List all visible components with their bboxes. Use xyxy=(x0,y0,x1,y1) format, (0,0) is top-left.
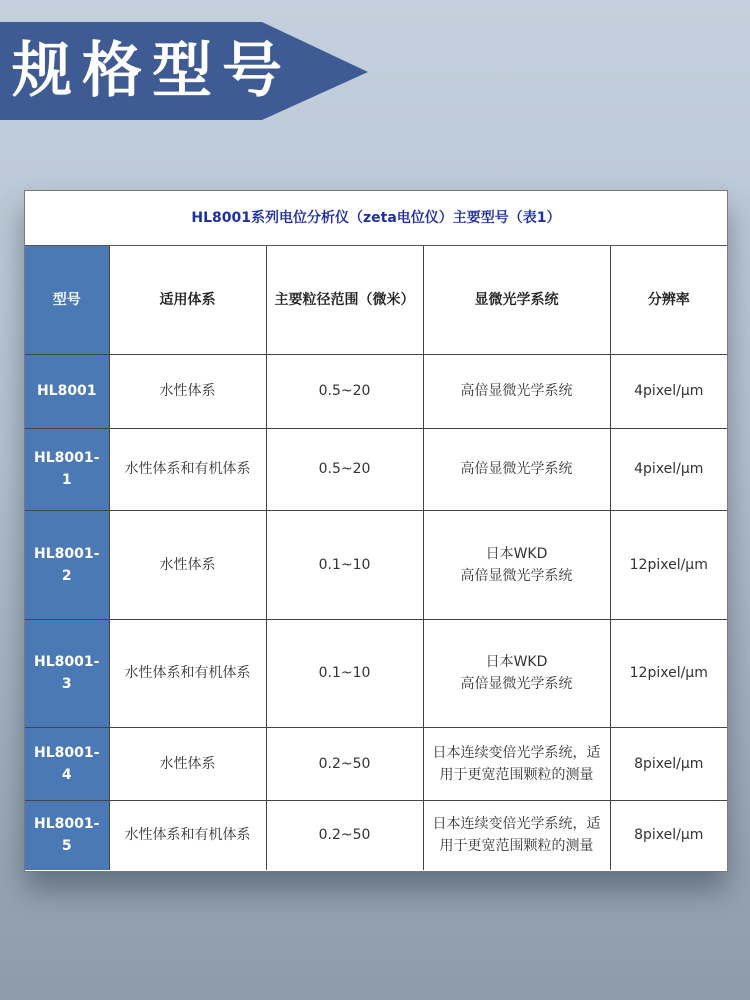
header-system: 适用体系 xyxy=(109,246,266,354)
table-title: HL8001系列电位分析仪（zeta电位仪）主要型号（表1） xyxy=(25,191,727,246)
optics-line: 日本连续变倍光学系统，适 xyxy=(432,816,601,833)
optics-line: 高倍显微光学系统 xyxy=(460,676,573,692)
spec-table xyxy=(25,246,727,870)
header-model: 型号 xyxy=(25,246,109,354)
model-cell: HL8001-2 xyxy=(25,510,109,619)
optics-cell xyxy=(423,510,610,619)
optics-line: 日本WKD xyxy=(485,545,548,562)
resolution-cell: 4pixel/μm xyxy=(610,354,727,428)
resolution-cell: 12pixel/μm xyxy=(610,619,727,727)
table-row xyxy=(25,510,727,619)
system-cell: 水性体系和有机体系 xyxy=(109,800,266,870)
resolution-cell: 8pixel/μm xyxy=(610,727,727,800)
optics-cell xyxy=(423,619,610,727)
system-cell: 水性体系和有机体系 xyxy=(109,619,266,727)
header-optics: 显微光学系统 xyxy=(423,246,610,354)
resolution-cell: 4pixel/μm xyxy=(610,428,727,510)
model-cell: HL8001-4 xyxy=(25,727,109,800)
table-row xyxy=(25,428,727,510)
table-row xyxy=(25,619,727,727)
system-cell: 水性体系 xyxy=(109,727,266,800)
range-cell: 0.1~10 xyxy=(266,510,423,619)
range-cell: 0.5~20 xyxy=(266,428,423,510)
optics-line: 日本连续变倍光学系统，适 xyxy=(432,744,601,761)
table-row xyxy=(25,727,727,800)
spec-table-card xyxy=(24,190,728,872)
resolution-cell: 12pixel/μm xyxy=(610,510,727,619)
model-cell: HL8001-3 xyxy=(25,619,109,727)
system-cell: 水性体系 xyxy=(109,354,266,428)
banner xyxy=(0,22,370,120)
optics-line: 用于更宽范围颗粒的测量 xyxy=(439,766,594,783)
system-cell: 水性体系 xyxy=(109,510,266,619)
header-row xyxy=(25,246,727,354)
optics-line: 日本WKD xyxy=(485,654,548,670)
header-range: 主要粒径范围（微米） xyxy=(266,246,423,354)
optics-cell xyxy=(423,354,610,428)
optics-line: 高倍显微光学系统 xyxy=(460,383,573,399)
range-cell: 0.1~10 xyxy=(266,619,423,727)
optics-line: 高倍显微光学系统 xyxy=(460,567,573,584)
optics-line: 高倍显微光学系统 xyxy=(460,461,573,477)
resolution-cell: 8pixel/μm xyxy=(610,800,727,870)
range-cell: 0.2~50 xyxy=(266,800,423,870)
table-row xyxy=(25,354,727,428)
range-cell: 0.5~20 xyxy=(266,354,423,428)
table-row xyxy=(25,800,727,870)
optics-cell xyxy=(423,428,610,510)
optics-cell xyxy=(423,727,610,800)
banner-title: 规格型号 xyxy=(12,36,292,106)
system-cell: 水性体系和有机体系 xyxy=(109,428,266,510)
model-cell: HL8001 xyxy=(25,354,109,428)
optics-line: 用于更宽范围颗粒的测量 xyxy=(439,838,594,855)
optics-cell xyxy=(423,800,610,870)
model-cell: HL8001-5 xyxy=(25,800,109,870)
range-cell: 0.2~50 xyxy=(266,727,423,800)
model-cell: HL8001-1 xyxy=(25,428,109,510)
header-resolution: 分辨率 xyxy=(610,246,727,354)
